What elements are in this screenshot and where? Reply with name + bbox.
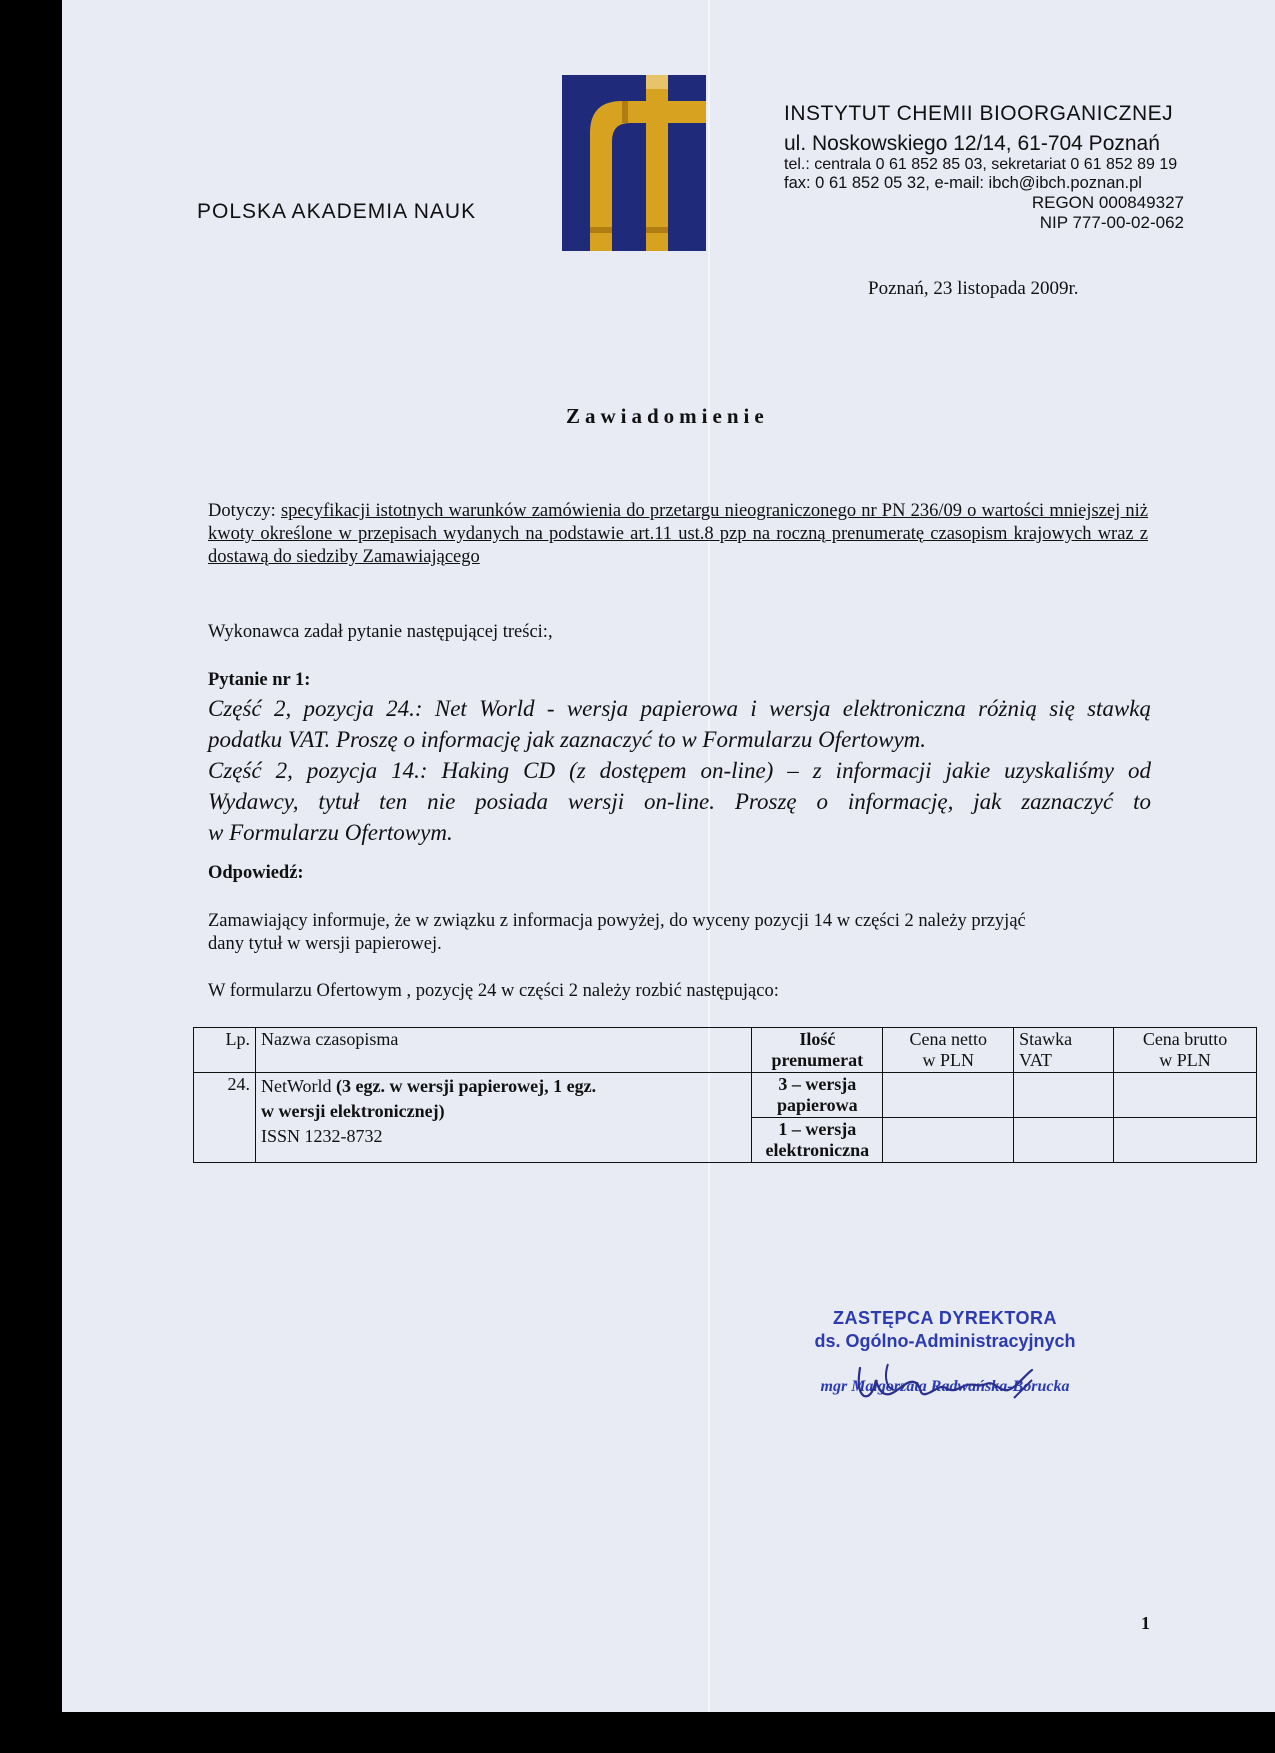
- form-note: W formularzu Ofertowym , pozycję 24 w części 2 należy rozbić następująco:: [208, 981, 779, 1001]
- question-heading: Pytanie nr 1:: [208, 670, 311, 690]
- institute-name: INSTYTUT CHEMII BIOORGANICZNEJ: [784, 102, 1174, 125]
- cell-vat-paper: [1014, 1073, 1114, 1118]
- answer-line: Zamawiający informuje, że w związku z informacja powyżej, do wyceny pozycji 14 w części 2 należy przyjąć: [208, 911, 1026, 931]
- header-net-price: Cena netto w PLN: [883, 1028, 1014, 1073]
- table-header-row: [194, 1028, 1257, 1073]
- table-row: [194, 1073, 1257, 1118]
- regarding-paragraph: [208, 500, 1148, 569]
- cell-gross-paper: [1114, 1073, 1257, 1118]
- cell-qty-paper: 3 – wersja papierowa: [752, 1073, 883, 1118]
- header-vat: Stawka VAT: [1014, 1028, 1114, 1073]
- cell-qty-electronic: 1 – wersja elektroniczna: [752, 1118, 883, 1163]
- stamp-title: ZASTĘPCA DYREKTORA: [832, 1308, 1057, 1328]
- cell-vat-electronic: [1014, 1118, 1114, 1163]
- institute-phone: tel.: centrala 0 61 852 85 03, sekretariat 0 61 852 89 19: [784, 156, 1178, 173]
- intro-line: Wykonawca zadał pytanie następującej treści:,: [208, 622, 553, 642]
- fold-line: [708, 0, 710, 1712]
- cell-net-paper: [883, 1073, 1014, 1118]
- answer-heading: Odpowiedź:: [208, 863, 304, 883]
- cell-gross-electronic: [1114, 1118, 1257, 1163]
- institute-header: [784, 102, 1184, 233]
- subscription-table: [193, 1027, 1257, 1163]
- stamp-department: ds. Ogólno-Administracyjnych: [814, 1331, 1076, 1351]
- cell-title: NetWorld (3 egz. w wersji papierowej, 1 egz. w wersji elektronicznej) ISSN 1232-8732: [255, 1073, 751, 1163]
- stamp-signatory: mgr Małgorzata Radwańska-Borucka: [820, 1378, 1070, 1395]
- question-line: Część 2, pozycja 24.: Net World - wersja papierowa i wersja elektroniczna różnią się stawką: [208, 696, 1151, 721]
- signature-icon: [818, 1340, 1058, 1420]
- institute-nip: NIP 777-00-02-062: [1039, 213, 1184, 232]
- regarding-text: specyfikacji istotnych warunków zamówienia do przetargu nieograniczonego nr PN 236/09 o wartości mniejszej niż kwoty określone w przepisach wydanych na podstawie art.11 ust.8 pzp na roczną prenumeratę czasopism krajowych wraz z dostawą do siedziby Zamawiającego: [208, 501, 1149, 567]
- ibch-logo-icon: [562, 75, 706, 251]
- institute-address: ul. Noskowskiego 12/14, 61-704 Poznań: [784, 132, 1160, 155]
- academy-name: POLSKA AKADEMIA NAUK: [197, 200, 477, 223]
- header-lp: Lp.: [194, 1028, 256, 1073]
- header-name: Nazwa czasopisma: [255, 1028, 751, 1073]
- cell-lp: 24.: [194, 1073, 256, 1163]
- question-line: Wydawcy, tytuł ten nie posiada wersji on-line. Proszę o informację, jak zaznaczyć to: [208, 789, 1151, 814]
- header-gross-price: Cena brutto w PLN: [1114, 1028, 1257, 1073]
- question-line: podatku VAT. Proszę o informację jak zaznaczyć to w Formularzu Ofertowym.: [208, 727, 927, 752]
- regarding-label: Dotyczy:: [208, 501, 276, 521]
- cell-net-electronic: [883, 1118, 1014, 1163]
- document-title: Zawiadomienie: [566, 404, 769, 428]
- document-page: [62, 0, 1275, 1712]
- question-text: [208, 693, 1151, 848]
- question-line: w Formularzu Ofertowym.: [208, 820, 453, 845]
- institute-fax-email: fax: 0 61 852 05 32, e-mail: ibch@ibch.poznan.pl: [784, 174, 1142, 192]
- page-number: 1: [1141, 1613, 1150, 1633]
- answer-line: dany tytuł w wersji papierowej.: [208, 934, 442, 954]
- document-date: Poznań, 23 listopada 2009r.: [868, 278, 1079, 299]
- header-quantity: Ilość prenumerat: [752, 1028, 883, 1073]
- question-line: Część 2, pozycja 14.: Haking CD (z dostępem on-line) – z informacji jakie uzyskaliśmy od: [208, 758, 1151, 783]
- scan-border: [0, 1712, 1275, 1753]
- institute-regon: REGON 000849327: [1031, 193, 1184, 212]
